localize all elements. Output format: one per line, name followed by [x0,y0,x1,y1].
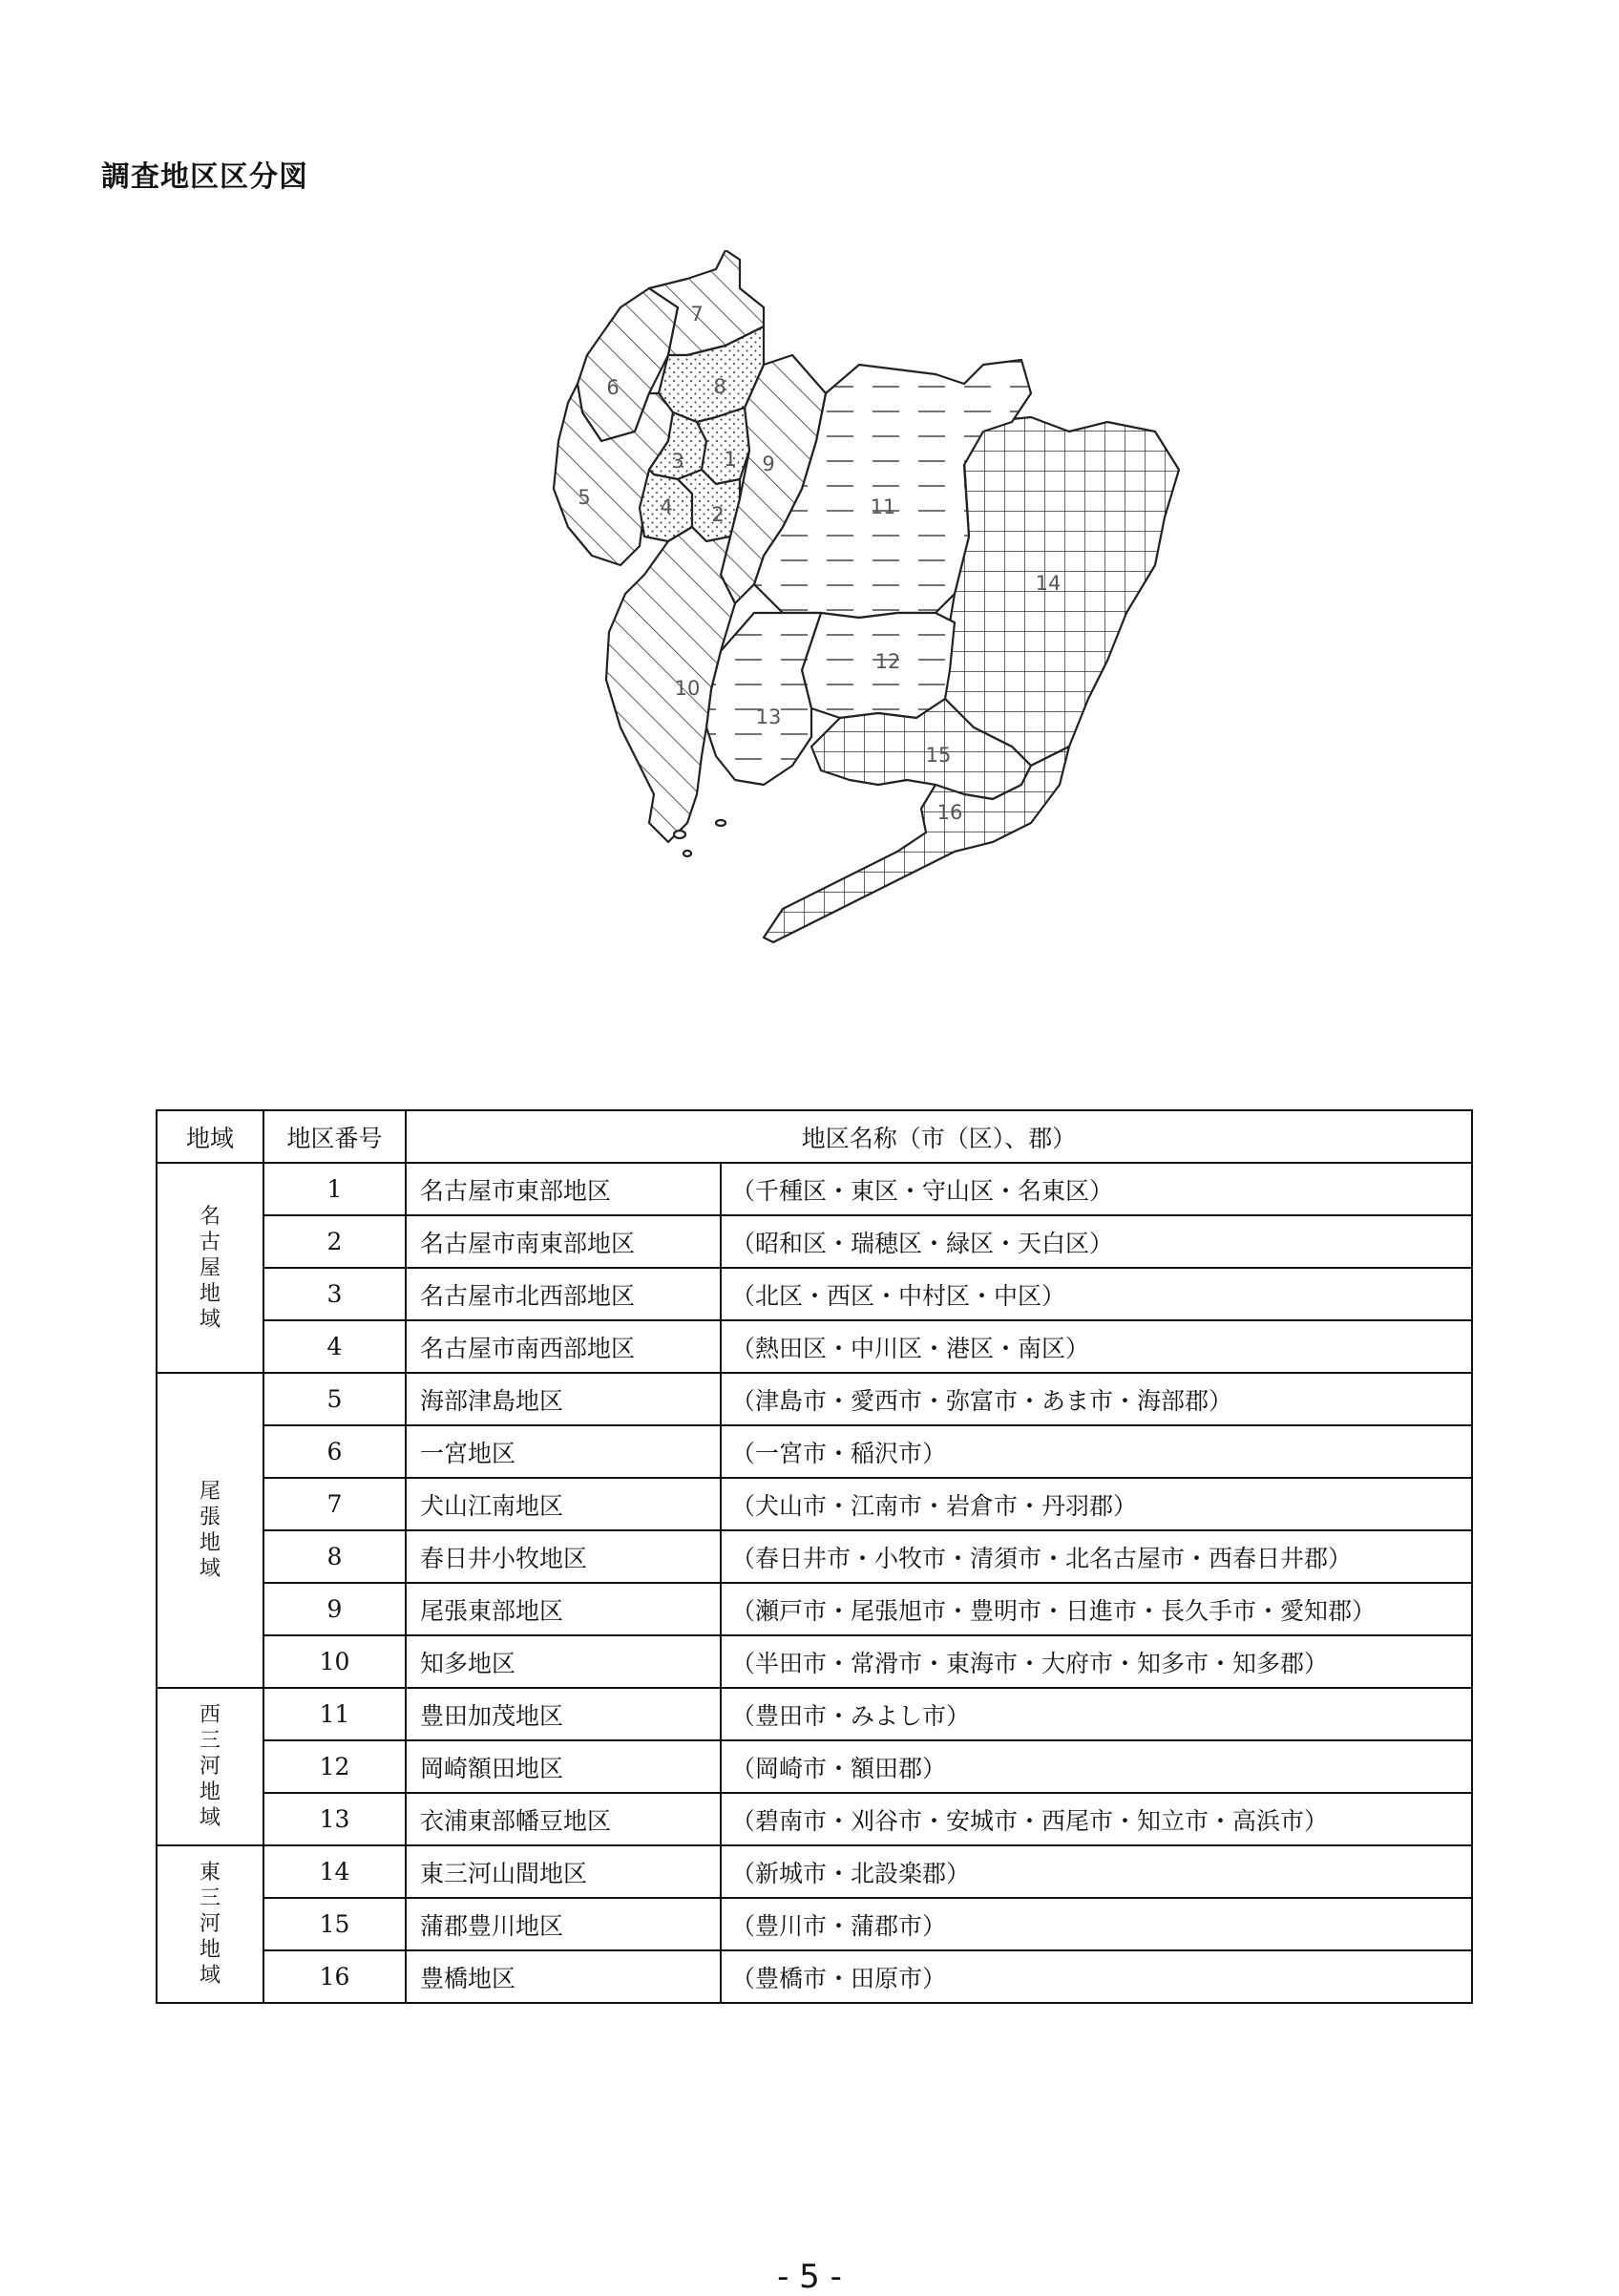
district-number: 9 [263,1583,406,1635]
district-cities: （瀬戸市・尾張旭市・豊明市・日進市・長久手市・愛知郡） [721,1583,1472,1635]
map-island-2 [716,820,725,826]
map-region-14 [945,417,1179,766]
map-label-13: 13 [755,706,782,728]
map-label-16: 16 [936,801,963,824]
table-header-row [157,1110,1472,1163]
table-row [157,1740,1472,1793]
map-label-11: 11 [870,495,896,518]
header-number: 地区番号 [263,1110,406,1163]
district-number: 6 [263,1425,406,1478]
district-cities: （豊田市・みよし市） [721,1688,1472,1740]
district-name: 名古屋市南東部地区 [406,1215,721,1268]
district-name: 岡崎額田地区 [406,1740,721,1793]
map-label-3: 3 [671,450,684,473]
district-cities: （岡崎市・額田郡） [721,1740,1472,1793]
table-row [157,1163,1472,1215]
map-island-3 [683,851,691,856]
table-row [157,1215,1472,1268]
map-label-6: 6 [606,376,620,399]
district-name: 春日井小牧地区 [406,1530,721,1583]
district-cities: （春日井市・小牧市・清須市・北名古屋市・西春日井郡） [721,1530,1472,1583]
table-row [157,1478,1472,1530]
header-name: 地区名称（市（区）、郡） [406,1110,1472,1163]
district-number: 4 [263,1320,406,1373]
page-number: - 5 - [777,2258,842,2296]
area-cell-nishimikawa: 西三河地域 [157,1688,263,1845]
area-cell-nagoya: 名古屋地域 [157,1163,263,1373]
district-cities: （豊川市・蒲郡市） [721,1898,1472,1950]
district-number: 3 [263,1268,406,1320]
district-map [363,250,1241,995]
map-label-15: 15 [925,744,952,767]
district-name: 知多地区 [406,1635,721,1688]
district-name: 名古屋市東部地区 [406,1163,721,1215]
district-number: 13 [263,1793,406,1845]
table-row [157,1583,1472,1635]
district-name: 衣浦東部幡豆地区 [406,1793,721,1845]
table-row [157,1373,1472,1425]
district-name: 名古屋市北西部地区 [406,1268,721,1320]
district-number: 2 [263,1215,406,1268]
map-label-7: 7 [690,303,704,326]
district-number: 14 [263,1845,406,1898]
map-label-10: 10 [674,677,701,700]
district-cities: （北区・西区・中村区・中区） [721,1268,1472,1320]
table-row [157,1845,1472,1898]
table-row [157,1530,1472,1583]
district-table [156,1109,1473,2004]
map-label-14: 14 [1035,572,1062,595]
map-label-5: 5 [578,486,591,509]
district-name: 豊橋地区 [406,1950,721,2003]
table-row [157,1320,1472,1373]
table-row [157,1898,1472,1950]
district-cities: （千種区・東区・守山区・名東区） [721,1163,1472,1215]
table-row [157,1635,1472,1688]
district-cities: （豊橋市・田原市） [721,1950,1472,2003]
header-area: 地域 [157,1110,263,1163]
table-row [157,1268,1472,1320]
district-number: 5 [263,1373,406,1425]
district-number: 1 [263,1163,406,1215]
table-row [157,1688,1472,1740]
district-name: 海部津島地区 [406,1373,721,1425]
district-name: 蒲郡豊川地区 [406,1898,721,1950]
district-name: 豊田加茂地区 [406,1688,721,1740]
table-row [157,1950,1472,2003]
district-map-svg [363,250,1241,995]
district-cities: （犬山市・江南市・岩倉市・丹羽郡） [721,1478,1472,1530]
district-name: 一宮地区 [406,1425,721,1478]
map-label-1: 1 [724,448,737,471]
table-row [157,1425,1472,1478]
district-cities: （一宮市・稲沢市） [721,1425,1472,1478]
district-cities: （熱田区・中川区・港区・南区） [721,1320,1472,1373]
map-label-12: 12 [874,650,901,673]
district-number: 10 [263,1635,406,1688]
district-name: 東三河山間地区 [406,1845,721,1898]
district-cities: （津島市・愛西市・弥富市・あま市・海部郡） [721,1373,1472,1425]
district-cities: （昭和区・瑞穂区・緑区・天白区） [721,1215,1472,1268]
map-label-4: 4 [660,495,673,518]
district-cities: （半田市・常滑市・東海市・大府市・知多市・知多郡） [721,1635,1472,1688]
district-number: 8 [263,1530,406,1583]
area-cell-higashimikawa: 東三河地域 [157,1845,263,2003]
district-number: 16 [263,1950,406,2003]
district-number: 11 [263,1688,406,1740]
map-island-1 [674,831,685,838]
district-cities: （碧南市・刈谷市・安城市・西尾市・知立市・高浜市） [721,1793,1472,1845]
map-label-2: 2 [711,503,725,526]
district-name: 尾張東部地区 [406,1583,721,1635]
page-title: 調査地区区分図 [101,160,308,194]
area-cell-owari: 尾張地域 [157,1373,263,1688]
table-row [157,1793,1472,1845]
district-number: 15 [263,1898,406,1950]
district-name: 名古屋市南西部地区 [406,1320,721,1373]
district-number: 7 [263,1478,406,1530]
district-number: 12 [263,1740,406,1793]
map-label-8: 8 [713,375,726,398]
map-label-9: 9 [762,453,775,475]
district-cities: （新城市・北設楽郡） [721,1845,1472,1898]
district-name: 犬山江南地区 [406,1478,721,1530]
